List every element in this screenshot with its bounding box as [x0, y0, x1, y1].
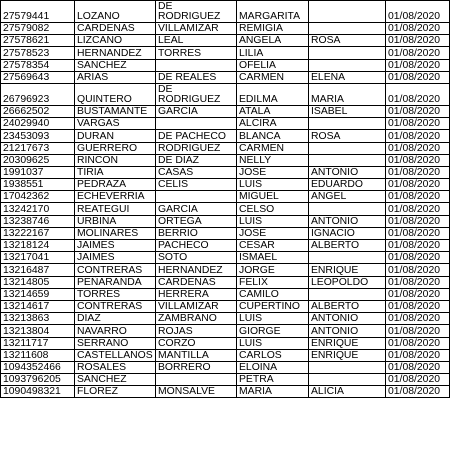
first-surname-cell: HERNANDEZ: [75, 47, 156, 59]
first-surname-cell: CARDENAS: [75, 23, 156, 35]
middle-name-cell: [309, 154, 386, 166]
second-surname-cell: [156, 374, 237, 386]
table-row: [1, 130, 450, 142]
table-row: [1, 203, 450, 215]
first-surname-cell: QUINTERO: [75, 83, 156, 105]
first-name-cell: MARGARITA: [237, 1, 309, 23]
table-row: [1, 276, 450, 288]
first-name-cell: ATALA: [237, 105, 309, 117]
date-cell: 01/08/2020: [386, 71, 450, 83]
first-name-cell: CARMEN: [237, 71, 309, 83]
first-surname-cell: ARIAS: [75, 71, 156, 83]
records-table-body: [1, 1, 450, 398]
second-surname-cell: ZAMBRANO: [156, 313, 237, 325]
date-cell: 01/08/2020: [386, 59, 450, 71]
table-row: [1, 23, 450, 35]
first-surname-cell: URBINA: [75, 215, 156, 227]
middle-name-cell: ELENA: [309, 71, 386, 83]
id-cell: 13211608: [1, 349, 75, 361]
second-surname-cell: DE PACHECO: [156, 130, 237, 142]
first-surname-cell: CONTRERAS: [75, 264, 156, 276]
first-name-cell: JOSE: [237, 227, 309, 239]
first-name-cell: FELIX: [237, 276, 309, 288]
date-cell: 01/08/2020: [386, 227, 450, 239]
id-cell: 13211717: [1, 337, 75, 349]
date-cell: 01/08/2020: [386, 215, 450, 227]
second-surname-cell: MONSALVE: [156, 386, 237, 398]
second-surname-cell: MANTILLA: [156, 349, 237, 361]
second-surname-cell: CELIS: [156, 179, 237, 191]
middle-name-cell: [309, 288, 386, 300]
first-name-cell: OFELIA: [237, 59, 309, 71]
id-cell: 17042362: [1, 191, 75, 203]
middle-name-cell: EDUARDO: [309, 179, 386, 191]
id-cell: 13213804: [1, 325, 75, 337]
first-name-cell: LUIS: [237, 215, 309, 227]
date-cell: 01/08/2020: [386, 154, 450, 166]
middle-name-cell: [309, 374, 386, 386]
id-cell: 21217673: [1, 142, 75, 154]
date-cell: 01/08/2020: [386, 179, 450, 191]
date-cell: 01/08/2020: [386, 313, 450, 325]
id-cell: 1090498321: [1, 386, 75, 398]
date-cell: 01/08/2020: [386, 118, 450, 130]
table-row: [1, 191, 450, 203]
first-surname-cell: PEDRAZA: [75, 179, 156, 191]
middle-name-cell: ANTONIO: [309, 313, 386, 325]
second-surname-cell: TORRES: [156, 47, 237, 59]
middle-name-cell: MARIA: [309, 83, 386, 105]
id-cell: 1938551: [1, 179, 75, 191]
first-surname-cell: NAVARRO: [75, 325, 156, 337]
second-surname-cell: RODRIGUEZ: [156, 142, 237, 154]
first-name-cell: REMIGIA: [237, 23, 309, 35]
first-surname-cell: MOLINARES: [75, 227, 156, 239]
id-cell: 1991037: [1, 166, 75, 178]
date-cell: 01/08/2020: [386, 240, 450, 252]
middle-name-cell: ANTONIO: [309, 166, 386, 178]
date-cell: 01/08/2020: [386, 83, 450, 105]
first-surname-cell: JAIMES: [75, 252, 156, 264]
middle-name-cell: ROSA: [309, 130, 386, 142]
table-row: [1, 374, 450, 386]
first-surname-cell: ROSALES: [75, 361, 156, 373]
date-cell: 01/08/2020: [386, 276, 450, 288]
table-row: [1, 349, 450, 361]
id-cell: 13222167: [1, 227, 75, 239]
table-row: [1, 300, 450, 312]
first-surname-cell: SERRANO: [75, 337, 156, 349]
second-surname-cell: HERRERA: [156, 288, 237, 300]
table-row: [1, 105, 450, 117]
table-row: [1, 337, 450, 349]
table-row: [1, 166, 450, 178]
table-row: [1, 386, 450, 398]
second-surname-cell: VILLAMIZAR: [156, 23, 237, 35]
first-name-cell: LUIS: [237, 313, 309, 325]
id-cell: 26662502: [1, 105, 75, 117]
second-surname-cell: ROJAS: [156, 325, 237, 337]
first-surname-cell: BUSTAMANTE: [75, 105, 156, 117]
second-surname-cell: LEAL: [156, 35, 237, 47]
first-surname-cell: FLOREZ: [75, 386, 156, 398]
first-name-cell: ISMAEL: [237, 252, 309, 264]
middle-name-cell: [309, 203, 386, 215]
middle-name-cell: [309, 23, 386, 35]
first-surname-cell: CONTRERAS: [75, 300, 156, 312]
second-surname-cell: DE RODRIGUEZ: [156, 83, 237, 105]
date-cell: 01/08/2020: [386, 349, 450, 361]
table-row: [1, 227, 450, 239]
first-name-cell: ALCIRA: [237, 118, 309, 130]
second-surname-cell: BORRERO: [156, 361, 237, 373]
date-cell: 01/08/2020: [386, 252, 450, 264]
middle-name-cell: [309, 1, 386, 23]
id-cell: 1094352466: [1, 361, 75, 373]
first-name-cell: MARIA: [237, 386, 309, 398]
middle-name-cell: [309, 47, 386, 59]
second-surname-cell: VILLAMIZAR: [156, 300, 237, 312]
first-name-cell: ANGELA: [237, 35, 309, 47]
date-cell: 01/08/2020: [386, 374, 450, 386]
id-cell: 27579441: [1, 1, 75, 23]
second-surname-cell: CARDENAS: [156, 276, 237, 288]
first-name-cell: CARMEN: [237, 142, 309, 154]
date-cell: 01/08/2020: [386, 325, 450, 337]
middle-name-cell: LEOPOLDO: [309, 276, 386, 288]
middle-name-cell: ALICIA: [309, 386, 386, 398]
first-surname-cell: DIAZ: [75, 313, 156, 325]
table-row: [1, 118, 450, 130]
id-cell: 27578354: [1, 59, 75, 71]
first-name-cell: LUIS: [237, 179, 309, 191]
second-surname-cell: [156, 118, 237, 130]
first-surname-cell: VARGAS: [75, 118, 156, 130]
id-cell: 13214805: [1, 276, 75, 288]
date-cell: 01/08/2020: [386, 142, 450, 154]
first-surname-cell: REATEGUI: [75, 203, 156, 215]
second-surname-cell: PACHECO: [156, 240, 237, 252]
date-cell: 01/08/2020: [386, 288, 450, 300]
date-cell: 01/08/2020: [386, 386, 450, 398]
first-surname-cell: LOZANO: [75, 1, 156, 23]
table-row: [1, 252, 450, 264]
date-cell: 01/08/2020: [386, 166, 450, 178]
second-surname-cell: SOTO: [156, 252, 237, 264]
second-surname-cell: GARCIA: [156, 203, 237, 215]
date-cell: 01/08/2020: [386, 300, 450, 312]
table-row: [1, 288, 450, 300]
middle-name-cell: IGNACIO: [309, 227, 386, 239]
first-name-cell: JOSE: [237, 166, 309, 178]
date-cell: 01/08/2020: [386, 264, 450, 276]
first-surname-cell: GUERRERO: [75, 142, 156, 154]
id-cell: 13213863: [1, 313, 75, 325]
middle-name-cell: ANTONIO: [309, 215, 386, 227]
first-name-cell: NELLY: [237, 154, 309, 166]
id-cell: 27579082: [1, 23, 75, 35]
first-surname-cell: RINCON: [75, 154, 156, 166]
id-cell: 13242170: [1, 203, 75, 215]
id-cell: 1093796205: [1, 374, 75, 386]
second-surname-cell: GARCIA: [156, 105, 237, 117]
middle-name-cell: ALBERTO: [309, 300, 386, 312]
first-name-cell: LILIA: [237, 47, 309, 59]
first-surname-cell: JAIMES: [75, 240, 156, 252]
date-cell: 01/08/2020: [386, 191, 450, 203]
second-surname-cell: HERNANDEZ: [156, 264, 237, 276]
second-surname-cell: CORZO: [156, 337, 237, 349]
table-row: [1, 154, 450, 166]
id-cell: 24029940: [1, 118, 75, 130]
id-cell: 13214617: [1, 300, 75, 312]
first-name-cell: CUPERTINO: [237, 300, 309, 312]
first-surname-cell: TORRES: [75, 288, 156, 300]
second-surname-cell: ORTEGA: [156, 215, 237, 227]
middle-name-cell: [309, 118, 386, 130]
middle-name-cell: [309, 59, 386, 71]
second-surname-cell: [156, 59, 237, 71]
first-name-cell: MIGUEL: [237, 191, 309, 203]
second-surname-cell: DE RODRIGUEZ: [156, 1, 237, 23]
first-name-cell: LUIS: [237, 337, 309, 349]
id-cell: 13238746: [1, 215, 75, 227]
table-row: [1, 35, 450, 47]
middle-name-cell: ROSA: [309, 35, 386, 47]
middle-name-cell: [309, 252, 386, 264]
id-cell: 27569643: [1, 71, 75, 83]
first-name-cell: GIORGE: [237, 325, 309, 337]
date-cell: 01/08/2020: [386, 105, 450, 117]
id-cell: 27578523: [1, 47, 75, 59]
table-row: [1, 215, 450, 227]
second-surname-cell: DE DIAZ: [156, 154, 237, 166]
middle-name-cell: ENRIQUE: [309, 337, 386, 349]
first-surname-cell: DURAN: [75, 130, 156, 142]
id-cell: 27578621: [1, 35, 75, 47]
table-row: [1, 1, 450, 23]
id-cell: 13218124: [1, 240, 75, 252]
id-cell: 20309625: [1, 154, 75, 166]
id-cell: 23453093: [1, 130, 75, 142]
table-row: [1, 59, 450, 71]
table-row: [1, 313, 450, 325]
first-name-cell: CAMILO: [237, 288, 309, 300]
date-cell: 01/08/2020: [386, 47, 450, 59]
first-name-cell: ELOINA: [237, 361, 309, 373]
first-name-cell: CELSO: [237, 203, 309, 215]
first-name-cell: CARLOS: [237, 349, 309, 361]
table-row: [1, 240, 450, 252]
table-row: [1, 264, 450, 276]
date-cell: 01/08/2020: [386, 361, 450, 373]
first-surname-cell: TIRIA: [75, 166, 156, 178]
first-name-cell: BLANCA: [237, 130, 309, 142]
table-row: [1, 325, 450, 337]
date-cell: 01/08/2020: [386, 23, 450, 35]
date-cell: 01/08/2020: [386, 1, 450, 23]
middle-name-cell: ANGEL: [309, 191, 386, 203]
second-surname-cell: DE REALES: [156, 71, 237, 83]
middle-name-cell: ENRIQUE: [309, 349, 386, 361]
second-surname-cell: BERRIO: [156, 227, 237, 239]
first-surname-cell: SANCHEZ: [75, 59, 156, 71]
date-cell: 01/08/2020: [386, 130, 450, 142]
id-cell: 13217041: [1, 252, 75, 264]
table-row: [1, 47, 450, 59]
first-surname-cell: PEÑARANDA: [75, 276, 156, 288]
id-cell: 13214659: [1, 288, 75, 300]
first-surname-cell: SANCHEZ: [75, 374, 156, 386]
table-row: [1, 142, 450, 154]
first-surname-cell: LIZCANO: [75, 35, 156, 47]
table-row: [1, 179, 450, 191]
first-name-cell: PETRA: [237, 374, 309, 386]
table-row: [1, 83, 450, 105]
date-cell: 01/08/2020: [386, 35, 450, 47]
middle-name-cell: [309, 361, 386, 373]
date-cell: 01/08/2020: [386, 203, 450, 215]
first-surname-cell: ECHEVERRIA: [75, 191, 156, 203]
first-name-cell: EDILMA: [237, 83, 309, 105]
middle-name-cell: ALBERTO: [309, 240, 386, 252]
middle-name-cell: [309, 142, 386, 154]
middle-name-cell: ANTONIO: [309, 325, 386, 337]
date-cell: 01/08/2020: [386, 337, 450, 349]
first-name-cell: JORGE: [237, 264, 309, 276]
second-surname-cell: CASAS: [156, 166, 237, 178]
table-row: [1, 361, 450, 373]
second-surname-cell: [156, 191, 237, 203]
id-cell: 26796923: [1, 83, 75, 105]
id-cell: 13216487: [1, 264, 75, 276]
first-name-cell: CESAR: [237, 240, 309, 252]
first-surname-cell: CASTELLANOS: [75, 349, 156, 361]
middle-name-cell: ISABEL: [309, 105, 386, 117]
middle-name-cell: ENRIQUE: [309, 264, 386, 276]
table-row: [1, 71, 450, 83]
